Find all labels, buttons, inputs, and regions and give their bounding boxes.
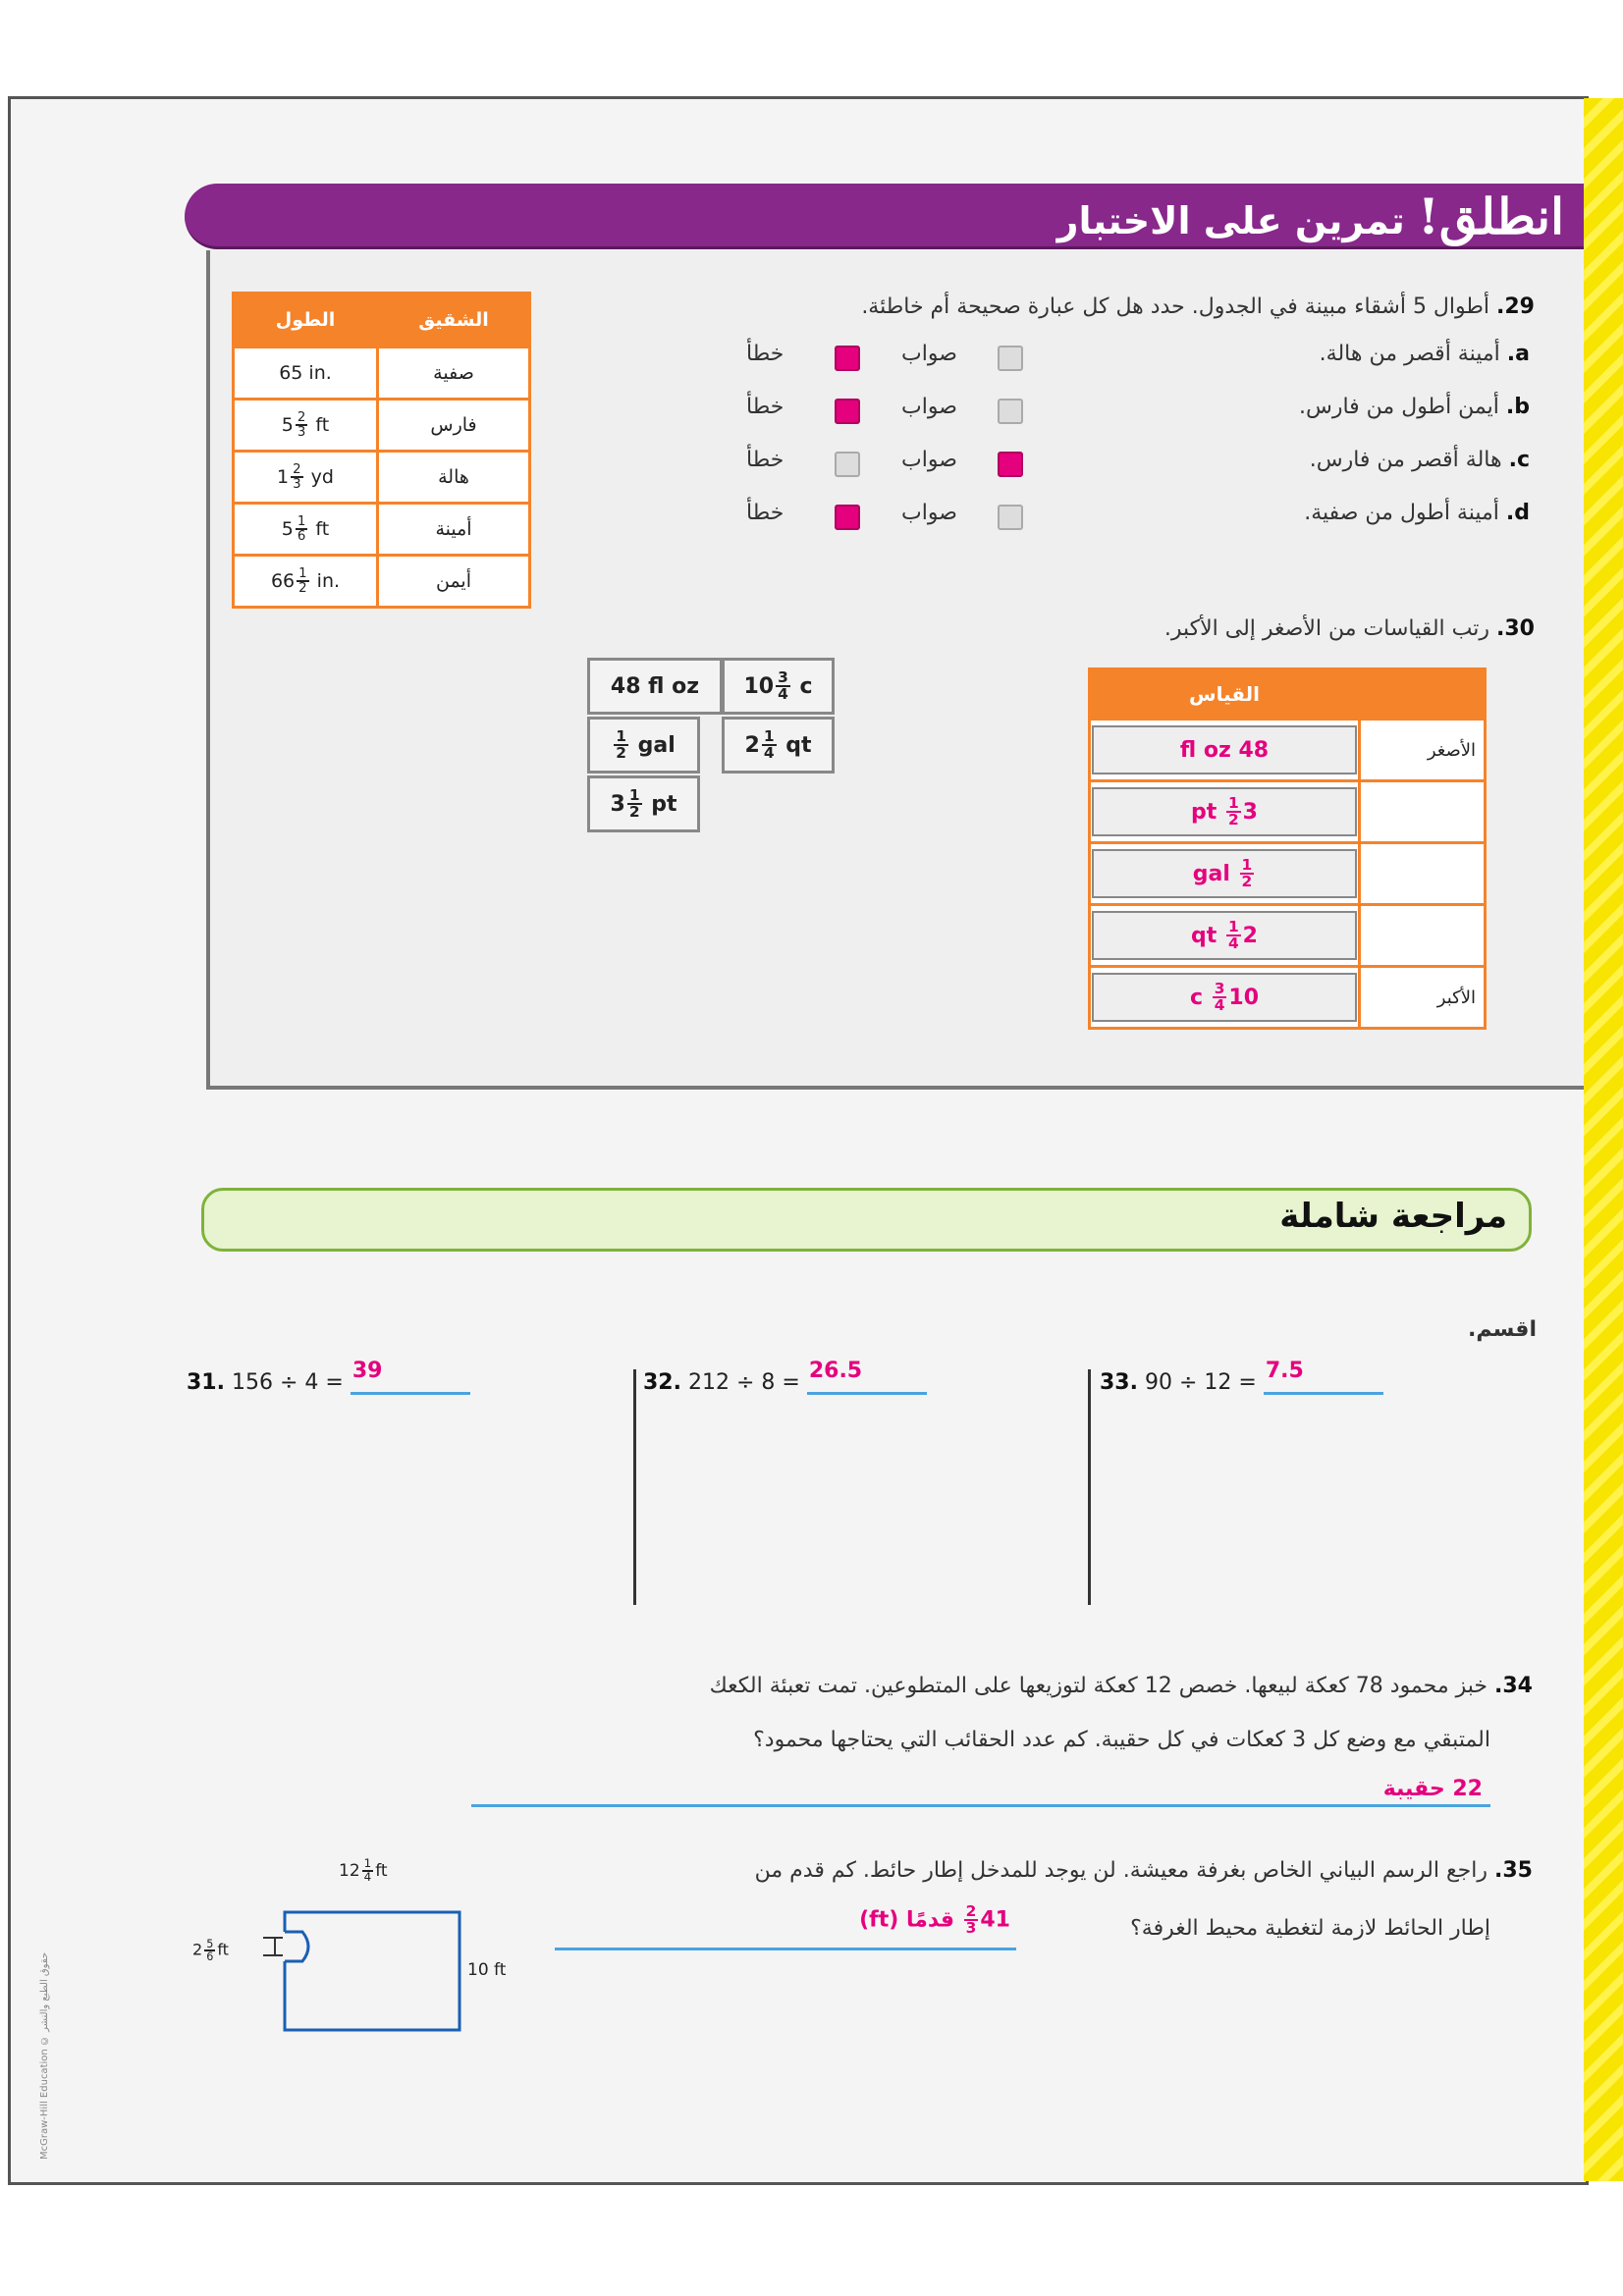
length-den: 3 [293,477,301,492]
order-slot[interactable] [1090,781,1360,843]
length-num: 1 [298,565,307,581]
ordered-whole: 48 fl oz [1179,737,1270,763]
problem-number: 31. [187,1370,225,1395]
banner-title-big: انطلق! [1417,187,1564,245]
order-rank-label: الأكبر [1360,967,1486,1029]
sibling-row [234,400,530,452]
q35-answer-whole: 41 [980,1907,1010,1933]
ordered-tile[interactable] [1092,911,1357,960]
room-walls [285,1912,460,2030]
statement-letter: b. [1505,395,1530,419]
length-whole: 5 [281,413,294,436]
copyright-side-text: McGraw-Hill Education © حقوق الطبع والنشر [39,1951,50,2160]
problem-expression: 156 ÷ 4 = [231,1370,344,1395]
problem-expression: 212 ÷ 8 = [687,1370,800,1395]
go-banner [185,184,1584,249]
problem-answer: 7.5 [1265,1359,1304,1383]
order-table [1088,667,1487,1030]
statement-3 [1304,501,1530,525]
ordered-tile[interactable] [1092,973,1357,1022]
problem-expression: 90 ÷ 12 = [1144,1370,1257,1395]
tile-unit: gal [629,732,676,758]
length-num: 1 [297,513,306,529]
sibling-length [234,400,378,452]
q35-answer [859,1904,1010,1937]
length-den: 3 [297,425,306,440]
banner-title [1057,187,1564,245]
tile-whole: 48 fl oz [610,673,700,699]
length-unit: ft [309,517,330,540]
siblings-length-table [232,292,531,609]
false-label: خطأ [746,395,784,419]
answer-blank[interactable] [351,1359,470,1395]
order-rank-label: الأصغر [1360,720,1486,781]
order-row [1090,843,1486,905]
room-top-unit: ft [375,1860,388,1881]
tile-fraction [776,667,790,703]
ordered-whole: 3 [1242,799,1258,825]
q30-text: رتب القياسات من الأصغر إلى الأكبر. [1163,616,1490,641]
room-top-fraction [362,1858,374,1884]
q29-number: 29. [1496,294,1535,319]
false-checkbox[interactable] [835,399,860,424]
ordered-unit: c [1189,985,1211,1010]
sibling-length [234,452,378,504]
false-checkbox[interactable] [835,452,860,477]
q35-number: 35. [1494,1858,1533,1883]
q34-line2: المتبقي مع وضع كل 3 كعكات في كل حقيبة. كم عدد الحقائب التي يحتاجها محمود؟ [753,1728,1490,1752]
length-unit: ft [309,413,330,436]
q30-prompt [1164,616,1535,641]
door-whole: 2 [192,1940,203,1959]
length-fraction [297,567,308,596]
ordered-num: 1 [1227,793,1239,812]
statement-letter: c. [1508,448,1530,472]
tile-fraction [762,726,777,762]
statement-text: أمينة أقصر من هالة. [1319,342,1500,366]
measurement-tile[interactable] [587,717,700,774]
sibling-row [234,452,530,504]
tile-num: 1 [628,785,640,804]
door-num: 5 [206,1938,214,1950]
false-label: خطأ [746,501,784,525]
banner-title-small: تمرين على الاختبار [1056,199,1405,242]
measurement-tile[interactable] [722,717,835,774]
tile-den: 2 [628,803,640,821]
q35-answer-den: 3 [965,1919,977,1938]
yellow-edge-stripe [1584,98,1623,2181]
length-unit: in. [310,569,341,592]
doorway-arc [285,1932,308,1961]
true-checkbox[interactable] [998,399,1023,424]
ordered-fraction [1213,979,1227,1014]
q30-number: 30. [1496,616,1535,641]
true-label: صواب [901,395,957,419]
statement-text: أمينة أطول من صفية. [1304,501,1499,525]
statement-letter: d. [1505,501,1530,525]
true-label: صواب [901,448,957,472]
sibling-row [234,556,530,608]
order-header-measure: القياس [1090,669,1360,720]
false-checkbox[interactable] [835,346,860,371]
ordered-unit: qt [1191,923,1224,948]
length-whole: 65 [279,362,303,384]
sibling-name: صفية [378,347,530,400]
division-problem [187,1359,470,1395]
measurement-tile[interactable] [587,775,700,832]
tile-den: 2 [616,744,626,762]
ordered-fraction [1226,793,1241,828]
order-rank-label [1360,843,1486,905]
tile-whole: 3 [610,791,625,817]
order-header-blank [1360,669,1486,720]
order-slot[interactable] [1090,905,1360,967]
tile-fraction [627,785,642,821]
header-length: الطول [234,294,378,347]
q35-answer-line[interactable] [555,1904,1016,1950]
tile-unit: pt [643,791,677,817]
review-title: مراجعة شاملة [1279,1197,1507,1236]
divider-line-1 [633,1369,636,1605]
order-row [1090,967,1486,1029]
tile-fraction [614,726,628,762]
ordered-tile[interactable] [1092,725,1357,774]
true-checkbox[interactable] [998,505,1023,530]
length-fraction [296,411,307,440]
q29-text: أطوال 5 أشقاء مبينة في الجدول. حدد هل كل عبارة صحيحة أم خاطئة. [861,294,1490,319]
ordered-unit: pt [1191,799,1224,825]
door-fraction [204,1939,215,1962]
ordered-num: 3 [1214,979,1225,997]
order-slot[interactable] [1090,720,1360,781]
ordered-tile[interactable] [1092,849,1357,898]
order-rank-label [1360,905,1486,967]
q34-answer: 22 حقيبة [1382,1777,1483,1801]
true-checkbox[interactable] [998,452,1023,477]
room-right-label: 10 ft [467,1960,507,1980]
sibling-name: أيمن [378,556,530,608]
ordered-fraction [1226,917,1241,952]
ordered-whole: 10 [1228,985,1260,1010]
ordered-num: 1 [1241,855,1253,874]
measurement-tile[interactable] [587,658,723,715]
false-label: خطأ [746,342,784,366]
ordered-den: 2 [1241,873,1253,890]
ordered-unit: gal [1192,861,1238,886]
q35-answer-unit: قدمًا (ft) [859,1907,954,1933]
room-top-whole: 12 [339,1860,360,1881]
ordered-tile[interactable] [1092,787,1357,836]
ordered-den: 4 [1214,996,1225,1014]
answer-blank[interactable] [1264,1359,1383,1395]
tile-num: 1 [763,726,775,745]
q29-prompt [861,294,1535,319]
ordered-whole: 2 [1242,923,1258,948]
false-label: خطأ [746,448,784,472]
room-top-num: 1 [363,1856,372,1870]
comprehensive-review-banner [201,1188,1532,1252]
length-fraction [291,463,302,492]
q35-answer-fraction [964,1904,979,1937]
divider-line-2 [1088,1369,1091,1605]
tile-den: 4 [778,685,788,703]
sibling-row [234,504,530,556]
sibling-name: هالة [378,452,530,504]
q34-line1 [710,1674,1533,1698]
sibling-name: أمينة [378,504,530,556]
measurement-tile[interactable] [722,658,835,715]
tile-whole: 10 [743,673,775,699]
length-unit: in. [302,362,332,384]
false-checkbox[interactable] [835,505,860,530]
problem-number: 33. [1100,1370,1138,1395]
length-den: 6 [297,529,306,544]
tile-unit: qt [778,732,812,758]
divide-instruction: اقسم. [1468,1317,1537,1342]
sibling-row [234,347,530,400]
order-row [1090,720,1486,781]
length-fraction [296,515,307,544]
room-top-den: 4 [363,1869,372,1884]
statement-0 [1320,342,1530,366]
door-width-label [192,1939,229,1962]
q35-line1 [755,1858,1533,1883]
length-num: 2 [293,461,301,477]
tile-num: 3 [778,667,788,686]
length-den: 2 [298,581,307,596]
division-problem [1100,1359,1383,1395]
order-row [1090,905,1486,967]
q34-text-1: خبز محمود 78 كعكة لبيعها. خصص 12 كعكة لتوزيعها على المتطوعين. تمت تعبئة الكعك [709,1674,1488,1698]
tile-unit: c [791,673,813,699]
statement-text: أيمن أطول من فارس. [1299,395,1499,419]
problem-number: 32. [643,1370,681,1395]
length-whole: 1 [277,465,290,488]
ordered-den: 4 [1227,934,1239,952]
q34-number: 34. [1494,1674,1533,1698]
sibling-length [234,556,378,608]
door-unit: ft [217,1940,229,1959]
tile-num: 1 [616,726,626,745]
statement-letter: a. [1506,342,1530,366]
ordered-fraction [1240,855,1255,890]
true-checkbox[interactable] [998,346,1023,371]
sibling-length [234,347,378,400]
q35-text-1: راجع الرسم البياني الخاص بغرفة معيشة. لن يوجد للمدخل إطار حائط. كم قدم من [754,1858,1488,1883]
length-num: 2 [297,409,306,425]
problem-answer: 39 [352,1359,383,1383]
q35-answer-num: 2 [965,1902,977,1920]
order-slot[interactable] [1090,843,1360,905]
division-problem [643,1359,927,1395]
room-top-label [339,1858,388,1884]
sibling-length [234,504,378,556]
ordered-den: 2 [1227,811,1239,828]
q35-line2: إطار الحائط لازمة لتغطية محيط الغرفة؟ [1130,1916,1490,1941]
length-unit: yd [304,465,334,488]
header-sibling: الشقيق [378,294,530,347]
length-whole: 5 [281,517,294,540]
problem-answer: 26.5 [808,1359,863,1383]
order-rank-label [1360,781,1486,843]
q34-answer-line[interactable] [471,1779,1490,1807]
statement-1 [1299,395,1530,419]
length-whole: 66 [270,569,296,592]
tile-den: 4 [763,744,775,762]
tile-whole: 2 [744,732,760,758]
statement-2 [1310,448,1530,472]
ordered-num: 1 [1227,917,1239,935]
room-diagram [243,1902,479,2040]
true-label: صواب [901,501,957,525]
answer-blank[interactable] [807,1359,927,1395]
sibling-name: فارس [378,400,530,452]
true-label: صواب [901,342,957,366]
order-slot[interactable] [1090,967,1360,1029]
order-row [1090,781,1486,843]
statement-text: هالة أقصر من فارس. [1309,448,1502,472]
door-den: 6 [206,1950,214,1964]
